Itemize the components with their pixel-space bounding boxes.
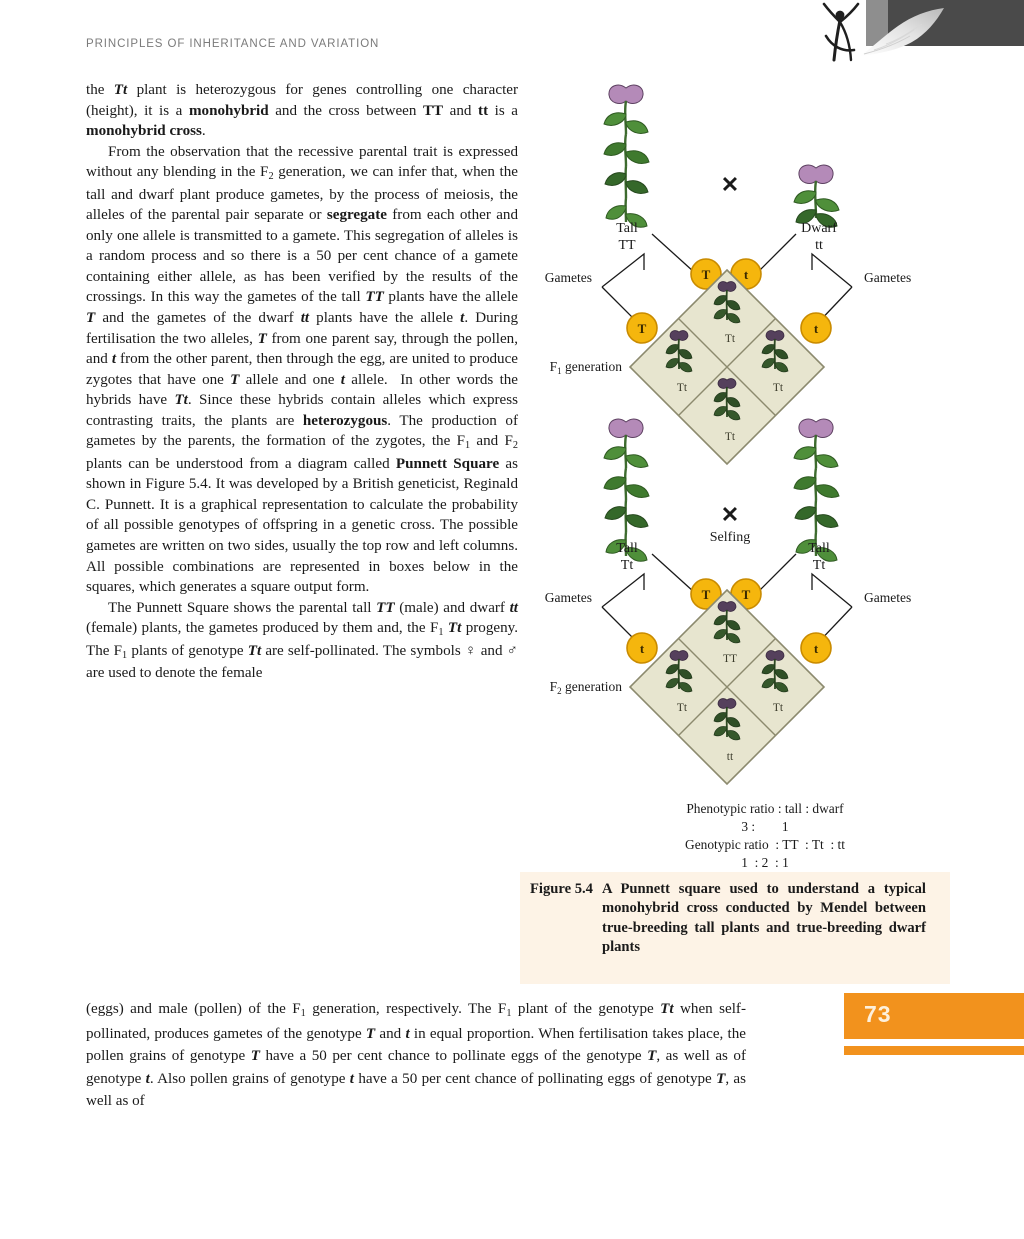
f1-cell-right: Tt — [772, 382, 784, 394]
gamete-circle-f1-t2 — [801, 633, 831, 663]
quill-feather-icon — [856, 6, 946, 58]
f2-cell-left: Tt — [676, 702, 688, 714]
cross-symbol-p: ✕ — [720, 172, 740, 197]
svg-text:t: t — [813, 641, 819, 656]
genotypic-ratio-values: 1 : 2 : 1 — [741, 855, 789, 870]
gamete-line-right-upper — [758, 234, 796, 272]
phenotypic-ratio-values: 3 : 1 — [741, 819, 789, 834]
f2-cell-right: Tt — [772, 702, 784, 714]
emblem-figure-icon — [818, 2, 864, 62]
f1-plant-left — [604, 419, 649, 561]
parent-left-phenotype: Tall — [616, 221, 638, 236]
figure-caption-text: A Punnett square used to understand a typical monohybrid cross conducted by Mendel between true-breeding tall plants and true-breeding dwarf plants — [601, 881, 926, 956]
gamete-circle-t2 — [801, 313, 831, 343]
f1-cell-left: Tt — [676, 382, 688, 394]
f2-generation-label: $F_2$ generation — [549, 679, 622, 696]
gamete-bracket-left — [602, 254, 644, 287]
gamete-line-left-upper — [652, 234, 694, 272]
f1-cell-bottom: Tt — [724, 431, 736, 443]
svg-text:t: t — [639, 641, 645, 656]
cross-symbol-selfing: ✕ — [720, 502, 740, 527]
svg-text:T: T — [741, 587, 751, 602]
f1-parent-left-phenotype: Tall — [616, 541, 638, 556]
gametes-label-left-f1: Gametes — [544, 590, 592, 605]
parent-left-genotype: TT — [618, 238, 636, 253]
running-head: PRINCIPLES OF INHERITANCE AND VARIATION — [86, 38, 380, 50]
gamete-bracket-right — [812, 254, 852, 287]
gametes-label-left-p: Gametes — [544, 270, 592, 285]
body-text-column — [86, 80, 518, 684]
svg-text:t: t — [813, 321, 819, 336]
paragraph-3: The Punnett Square shows the parental tall TT (male) and dwarf tt (female) plants, the gametes produced by them and, the $F_1$ Tt progeny. The $F_1$ plants of genotype Tt are self-pollinated. The symbols ♀ and ♂ are used to denote the female — [86, 599, 518, 682]
svg-text:T: T — [701, 587, 711, 602]
parent-right-genotype: tt — [815, 238, 823, 253]
svg-text:T: T — [637, 321, 647, 336]
genotypic-ratio-label: Genotypic ratio : TT : Tt : tt — [685, 837, 845, 852]
f2-cell-bottom: tt — [726, 751, 734, 763]
f1-cell-top: Tt — [724, 333, 736, 345]
paragraph-1: the Tt plant is heterozygous for genes controlling one character (height), it is a monohybrid and the cross between TT and tt is a monohybrid cross. — [86, 82, 518, 140]
svg-text:T: T — [701, 267, 711, 282]
body-text-bottom — [86, 998, 746, 1113]
parent-plant-tall — [604, 85, 649, 227]
f2-cell-top: TT — [722, 653, 738, 665]
punnett-square-f2 — [630, 590, 824, 784]
f1-gamete-bracket-right — [812, 574, 852, 607]
f1-generation-label: $F_1$ generation — [549, 359, 622, 376]
page-number: 73 — [864, 1001, 892, 1027]
f1-parent-left-genotype: Tt — [620, 558, 634, 573]
f1-gamete-bracket-left — [602, 574, 644, 607]
phenotypic-ratio-label: Phenotypic ratio : tall : dwarf — [686, 801, 844, 816]
page-number-rule — [844, 1046, 1024, 1055]
figure-caption-label: Figure 5.4 — [530, 881, 593, 897]
gamete-circle-f1-t1 — [627, 633, 657, 663]
paragraph-2: From the observation that the recessive parental trait is expressed without any blending in the $F_2$ generation, we can infer that, when the tall and dwarf plant produce gametes, by the process of meiosis, the alleles of the parental pair separate or segregate from each other and only one allele is transmitted to a gamete. This segregation of alleles is a random process and so there is a 50 per cent chance of a gamete containing either allele, as has been verified by the results of the crossings. In this way the gametes of the tall TT plants have the allele T and the gametes of the dwarf tt plants have the allele t. During fertilisation the two alleles, T from one parent say, through the pollen, and t from the other parent, then through the egg, are united to produce zygotes that have one T allele and one t allele. In other words the hybrids have Tt. Since these hybrids contain alleles which express contrasting traits, the plants are heterozygous. The production of gametes by the parents, the formation of the zygotes, the $F_1$ and $F_2$ plants can be understood from a diagram called Punnett Square as shown in Figure 5.4. It was developed by a British geneticist, Reginald C. Punnett. It is a graphical representation to calculate the probability of all possible genotypes of offspring in a genetic cross. The possible gametes are written on two sides, usually the top row and left columns. All possible combinations are represented in boxes below in the squares, which generates a square output form. — [86, 143, 519, 596]
f1-gamete-line-left-upper — [652, 554, 694, 592]
figure-caption — [520, 872, 950, 984]
svg-text:t: t — [743, 267, 749, 282]
gametes-label-right-p: Gametes — [864, 270, 912, 285]
f1-gamete-line-right-upper — [758, 554, 796, 592]
punnett-square-f1 — [630, 270, 824, 464]
parent-right-phenotype: Dwarf — [801, 221, 837, 236]
ratio-block — [600, 800, 930, 872]
selfing-label: Selfing — [709, 530, 751, 545]
f1-parent-right-phenotype: Tall — [808, 541, 830, 556]
f1-plant-right — [794, 419, 839, 561]
paragraph-3-continued: (eggs) and male (pollen) of the $F_1$ generation, respectively. The $F_1$ plant of the genotype Tt when self-pollinated, produces gametes of the genotype T and t in equal proportion. When fertilisation takes place, the pollen grains of genotype T have a 50 per cent chance to pollinate eggs of the genotype T, as well as of genotype t. Also pollen grains of genotype t have a 50 per cent chance of pollinating eggs of genotype T, as well as of — [86, 1001, 747, 1110]
gamete-circle-T2 — [627, 313, 657, 343]
gametes-label-right-f1: Gametes — [864, 590, 912, 605]
parent-plant-dwarf — [794, 165, 839, 227]
f1-parent-right-genotype: Tt — [812, 558, 826, 573]
punnett-square-figure — [534, 74, 954, 874]
